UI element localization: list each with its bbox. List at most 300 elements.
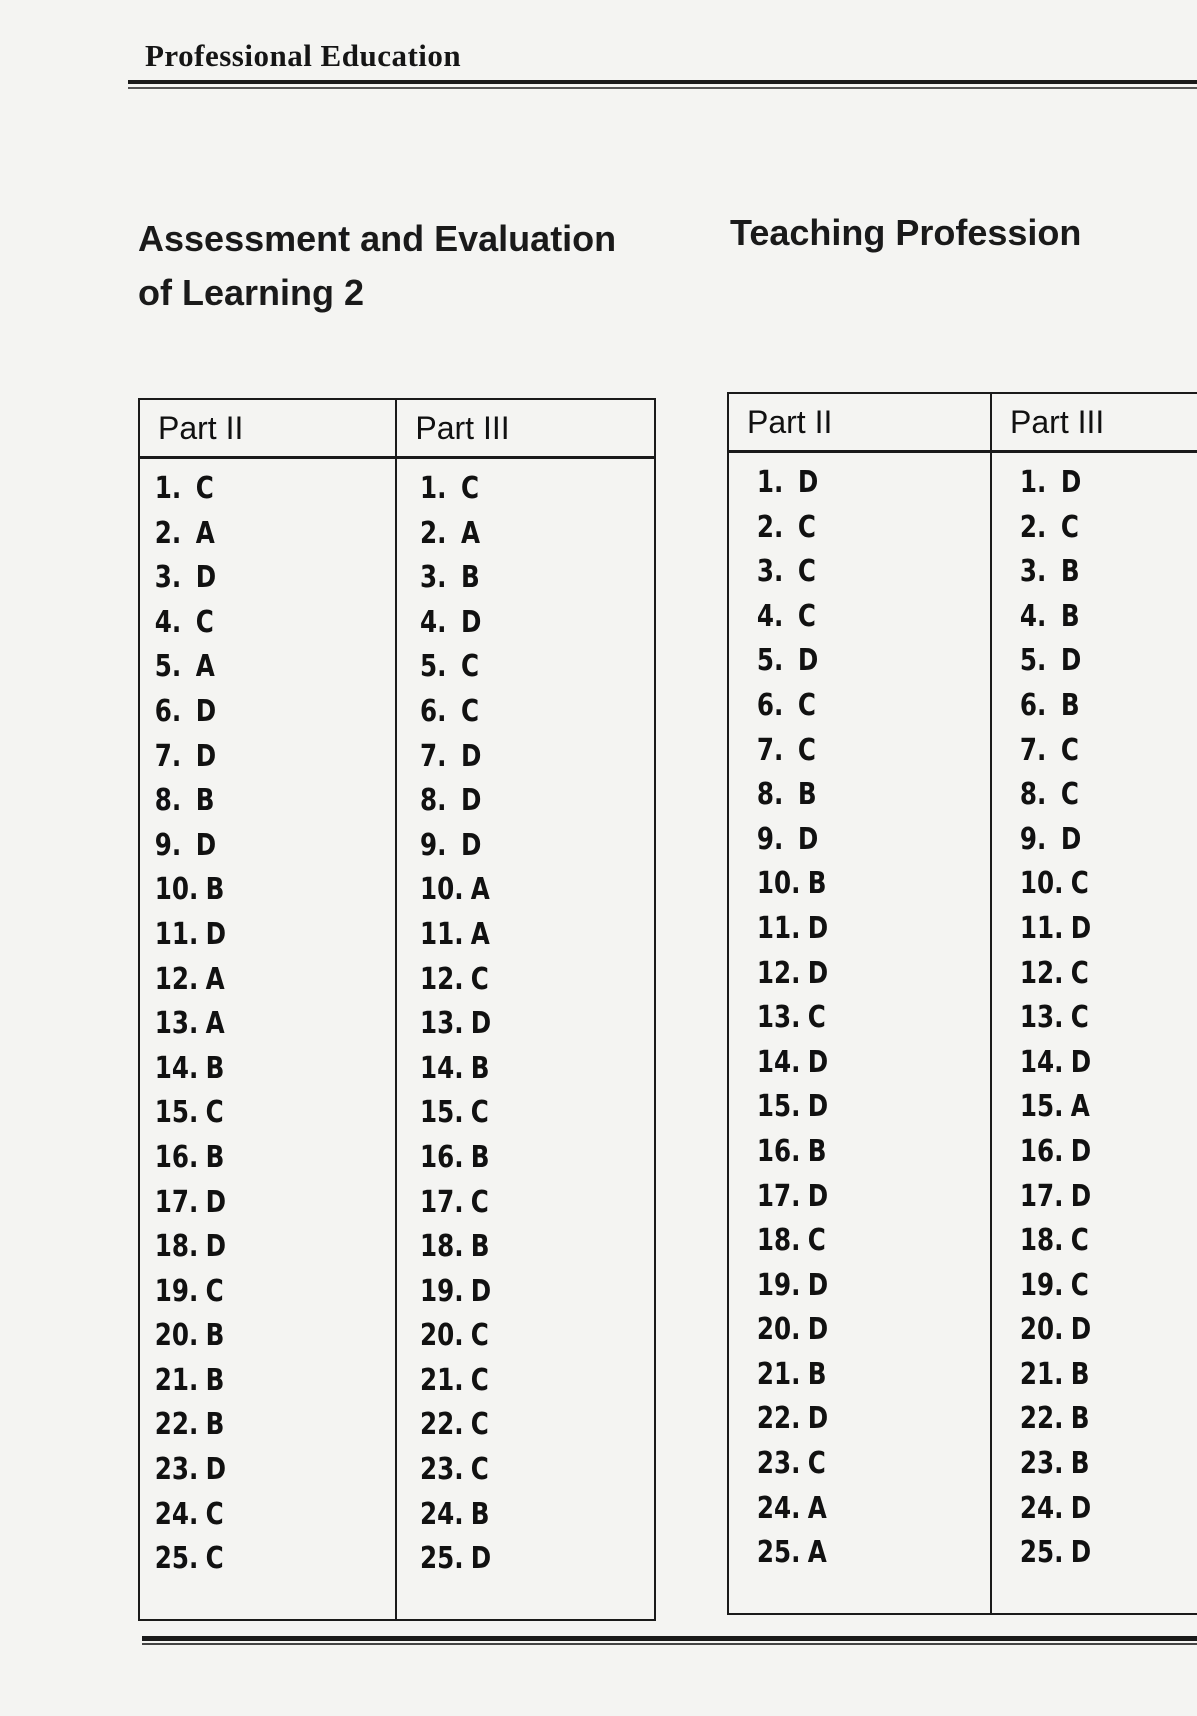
- question-number: 12.: [1019, 955, 1064, 991]
- answer-item: [992, 595, 1176, 640]
- column-header-part-ii: Part II: [728, 393, 991, 452]
- answer-item: [140, 645, 349, 690]
- question-number: 23.: [420, 1452, 464, 1488]
- question-number: 22.: [154, 1407, 199, 1443]
- answer-item: [140, 1225, 349, 1270]
- answer-letter: B: [1070, 1401, 1090, 1437]
- question-number: 7.: [756, 732, 784, 768]
- question-number: 7.: [420, 738, 447, 774]
- answer-letter: B: [797, 777, 817, 813]
- question-number: 8.: [756, 777, 784, 813]
- question-number: 17.: [154, 1184, 199, 1220]
- answer-letter: C: [1070, 1000, 1089, 1036]
- answer-item: [397, 1537, 607, 1582]
- answer-letter: C: [471, 1184, 490, 1220]
- question-number: 23.: [1019, 1446, 1064, 1482]
- answer-letter: D: [471, 1541, 492, 1577]
- answer-item: [729, 907, 943, 952]
- answer-letter: D: [1070, 1312, 1092, 1348]
- question-number: 13.: [420, 1006, 464, 1042]
- answer-item: [140, 467, 349, 512]
- answer-item: [992, 773, 1176, 818]
- answer-item: [397, 1181, 607, 1226]
- answer-item: [992, 1264, 1176, 1309]
- answer-letter: D: [461, 783, 482, 819]
- answer-letter: A: [461, 515, 481, 551]
- answer-item: [729, 1219, 943, 1264]
- answer-item: [729, 639, 943, 684]
- question-number: 5.: [756, 643, 784, 679]
- answer-letter: D: [1070, 1133, 1092, 1169]
- answer-item: [992, 1219, 1176, 1264]
- question-number: 5.: [420, 649, 447, 685]
- question-number: 21.: [154, 1362, 199, 1398]
- answer-letter: D: [195, 738, 217, 774]
- answer-item: [397, 1225, 607, 1270]
- answer-item: [140, 958, 349, 1003]
- answer-item: [140, 1047, 349, 1092]
- question-number: 17.: [1019, 1178, 1064, 1214]
- answer-letter: D: [195, 693, 217, 729]
- answer-letter: A: [471, 916, 491, 952]
- answer-letter: A: [807, 1535, 827, 1571]
- answer-item: [397, 1493, 607, 1538]
- answer-letter: B: [205, 1050, 225, 1086]
- answer-item: [992, 907, 1176, 952]
- question-number: 10.: [1019, 866, 1064, 902]
- question-number: 25.: [1019, 1535, 1064, 1571]
- answer-item: [992, 550, 1176, 595]
- question-number: 17.: [420, 1184, 464, 1220]
- answer-item: [140, 601, 349, 646]
- question-number: 11.: [154, 916, 199, 952]
- answer-letter: C: [471, 961, 490, 997]
- answer-letter: D: [797, 821, 819, 857]
- answer-letter: D: [807, 1401, 829, 1437]
- question-number: 9.: [420, 827, 447, 863]
- answer-letter: C: [461, 649, 480, 685]
- answer-letter: D: [1060, 821, 1082, 857]
- answer-letter: A: [205, 961, 225, 997]
- answer-letter: D: [807, 955, 829, 991]
- answer-letter: C: [797, 732, 816, 768]
- answer-letter: A: [471, 872, 491, 908]
- answer-letter: D: [471, 1273, 492, 1309]
- answer-item: [397, 556, 607, 601]
- question-number: 6.: [420, 693, 447, 729]
- answer-item: [140, 735, 349, 780]
- answer-item: [729, 550, 943, 595]
- answer-item: [397, 868, 607, 913]
- column-header-part-iii: Part III: [396, 399, 655, 458]
- answer-letter: D: [1060, 465, 1082, 500]
- answer-letter: D: [1070, 1535, 1092, 1571]
- answer-item: [729, 773, 943, 818]
- answer-item: [397, 645, 607, 690]
- answer-item: [397, 1314, 607, 1359]
- answer-item: [992, 1175, 1176, 1220]
- question-number: 20.: [1019, 1312, 1064, 1348]
- answer-letter: C: [797, 598, 816, 634]
- answer-column-part-iii: [991, 452, 1197, 1615]
- answer-letter: D: [807, 1267, 829, 1303]
- answer-item: [729, 461, 943, 506]
- answer-item: [729, 1353, 943, 1398]
- column-header-part-iii: Part III: [991, 393, 1197, 452]
- answer-item: [140, 1493, 349, 1538]
- answer-item: [729, 1442, 943, 1487]
- answer-item: [992, 1397, 1176, 1442]
- answer-item: [397, 467, 607, 512]
- question-number: 10.: [420, 872, 464, 908]
- answer-item: [992, 1085, 1176, 1130]
- question-number: 2.: [1019, 509, 1047, 545]
- answer-letter: B: [205, 1362, 225, 1398]
- answer-letter: B: [461, 560, 481, 596]
- answer-column-part-iii: [396, 458, 655, 1621]
- question-number: 24.: [420, 1496, 464, 1532]
- answer-letter: A: [195, 515, 215, 551]
- answer-letter: C: [797, 509, 816, 545]
- answer-letter: C: [807, 1000, 826, 1036]
- answer-item: [397, 1136, 607, 1181]
- answer-letter: C: [1060, 509, 1079, 545]
- question-number: 14.: [154, 1050, 199, 1086]
- question-number: 1.: [154, 471, 182, 506]
- question-number: 18.: [420, 1229, 464, 1265]
- question-number: 11.: [1019, 910, 1064, 946]
- answer-letter: B: [1060, 554, 1080, 590]
- question-number: 14.: [756, 1044, 801, 1080]
- answer-item: [992, 1041, 1176, 1086]
- question-number: 6.: [756, 687, 784, 723]
- question-number: 8.: [154, 783, 182, 819]
- answer-item: [140, 1181, 349, 1226]
- question-number: 23.: [756, 1446, 801, 1482]
- question-number: 22.: [1019, 1401, 1064, 1437]
- answer-letter: D: [807, 1089, 829, 1125]
- answer-item: [140, 1403, 349, 1448]
- answer-letter: C: [205, 1496, 224, 1532]
- answer-item: [729, 1085, 943, 1130]
- question-number: 11.: [420, 916, 464, 952]
- answer-letter: D: [807, 1044, 829, 1080]
- answer-letter: C: [1070, 955, 1089, 991]
- question-number: 18.: [756, 1223, 801, 1259]
- answer-letter: C: [461, 693, 480, 729]
- answer-item: [397, 512, 607, 557]
- answer-item: [140, 1359, 349, 1404]
- answer-item: [397, 1091, 607, 1136]
- answer-letter: B: [471, 1139, 490, 1175]
- answer-item: [397, 601, 607, 646]
- answer-item: [140, 824, 349, 869]
- answer-item: [992, 862, 1176, 907]
- answer-letter: C: [461, 471, 480, 506]
- answer-letter: B: [807, 1356, 827, 1392]
- answer-item: [992, 996, 1176, 1041]
- answer-item: [992, 1308, 1176, 1353]
- question-number: 2.: [154, 515, 182, 551]
- answer-column-part-ii: [139, 458, 396, 1621]
- question-number: 19.: [1019, 1267, 1064, 1303]
- answer-letter: B: [195, 783, 215, 819]
- answer-letter: B: [471, 1050, 490, 1086]
- answer-letter: D: [205, 1452, 227, 1488]
- answer-item: [992, 684, 1176, 729]
- question-number: 22.: [756, 1401, 801, 1437]
- answer-item: [140, 1314, 349, 1359]
- answer-letter: D: [807, 910, 829, 946]
- answer-letter: B: [205, 1407, 225, 1443]
- question-number: 9.: [1019, 821, 1047, 857]
- answer-item: [729, 684, 943, 729]
- answer-letter: D: [1070, 1178, 1092, 1214]
- question-number: 8.: [420, 783, 447, 819]
- answer-letter: C: [471, 1362, 490, 1398]
- answer-item: [992, 639, 1176, 684]
- answer-letter: C: [195, 604, 214, 640]
- answer-list: [992, 453, 1197, 1576]
- answer-item: [397, 779, 607, 824]
- answer-list: [397, 459, 654, 1582]
- question-number: 13.: [154, 1006, 199, 1042]
- answer-column-part-ii: [728, 452, 991, 1615]
- answer-letter: C: [195, 471, 214, 506]
- question-number: 1.: [756, 465, 784, 500]
- answer-letter: B: [205, 872, 225, 908]
- question-number: 18.: [1019, 1223, 1064, 1259]
- answer-item: [992, 1531, 1176, 1576]
- question-number: 1.: [420, 471, 447, 506]
- answer-item: [397, 1047, 607, 1092]
- question-number: 11.: [756, 910, 801, 946]
- question-number: 19.: [756, 1267, 801, 1303]
- answer-item: [140, 690, 349, 735]
- answer-item: [729, 818, 943, 863]
- question-number: 13.: [756, 1000, 801, 1036]
- question-number: 16.: [154, 1139, 199, 1175]
- answer-letter: D: [1070, 1044, 1092, 1080]
- question-number: 9.: [154, 827, 182, 863]
- answer-item: [729, 862, 943, 907]
- answer-letter: D: [461, 827, 482, 863]
- answer-letter: C: [471, 1407, 490, 1443]
- answer-letter: C: [1070, 1267, 1089, 1303]
- answer-item: [729, 506, 943, 551]
- question-number: 6.: [1019, 687, 1047, 723]
- answer-letter: C: [1070, 866, 1089, 902]
- question-number: 2.: [420, 515, 447, 551]
- question-number: 10.: [756, 866, 801, 902]
- question-number: 4.: [756, 598, 784, 634]
- section-title-assessment: [138, 212, 678, 320]
- question-number: 12.: [154, 961, 199, 997]
- question-number: 18.: [154, 1229, 199, 1265]
- answer-letter: B: [471, 1229, 490, 1265]
- answer-letter: B: [1070, 1356, 1090, 1392]
- answer-item: [140, 1537, 349, 1582]
- answer-letter: D: [797, 465, 819, 500]
- question-number: 25.: [420, 1541, 464, 1577]
- answer-item: [992, 1442, 1176, 1487]
- answer-item: [397, 824, 607, 869]
- answer-item: [397, 690, 607, 735]
- answer-letter: C: [807, 1446, 826, 1482]
- question-number: 15.: [154, 1095, 199, 1131]
- question-number: 1.: [1019, 465, 1047, 500]
- question-number: 24.: [1019, 1490, 1064, 1526]
- answer-letter: C: [797, 554, 816, 590]
- answer-letter: C: [1060, 732, 1079, 768]
- answer-letter: A: [205, 1006, 225, 1042]
- answer-letter: A: [807, 1490, 827, 1526]
- question-number: 5.: [154, 649, 182, 685]
- question-number: 23.: [154, 1452, 199, 1488]
- answer-letter: D: [471, 1006, 492, 1042]
- question-number: 25.: [154, 1541, 199, 1577]
- answer-letter: B: [1070, 1446, 1090, 1482]
- answer-item: [729, 1175, 943, 1220]
- answer-letter: B: [1060, 687, 1080, 723]
- answer-item: [140, 779, 349, 824]
- answer-item: [397, 1403, 607, 1448]
- question-number: 19.: [154, 1273, 199, 1309]
- question-number: 3.: [1019, 554, 1047, 590]
- answer-letter: D: [195, 827, 217, 863]
- answer-letter: D: [205, 1229, 227, 1265]
- question-number: 4.: [1019, 598, 1047, 634]
- answer-letter: B: [471, 1496, 490, 1532]
- answer-item: [397, 1359, 607, 1404]
- answer-item: [140, 556, 349, 601]
- answer-list: [729, 453, 990, 1576]
- question-number: 22.: [420, 1407, 464, 1443]
- section-title-teaching: [730, 206, 1190, 260]
- question-number: 8.: [1019, 777, 1047, 813]
- section-title-line-1: Assessment and Evaluation: [138, 218, 617, 259]
- answer-item: [140, 512, 349, 557]
- answer-item: [729, 1487, 943, 1532]
- question-number: 21.: [756, 1356, 801, 1392]
- answer-letter: B: [807, 1133, 827, 1169]
- answer-item: [729, 595, 943, 640]
- question-number: 4.: [420, 604, 447, 640]
- question-number: 12.: [756, 955, 801, 991]
- question-number: 21.: [420, 1362, 464, 1398]
- answer-item: [729, 952, 943, 997]
- answer-letter: B: [205, 1139, 225, 1175]
- question-number: 16.: [1019, 1133, 1064, 1169]
- question-number: 24.: [154, 1496, 199, 1532]
- answer-item: [729, 996, 943, 1041]
- section-title-line-1: Teaching Profession: [730, 212, 1082, 253]
- header-rule: [128, 80, 1197, 89]
- answer-item: [140, 1270, 349, 1315]
- question-number: 15.: [1019, 1089, 1064, 1125]
- answer-letter: B: [1060, 598, 1080, 634]
- footer-rule: [142, 1636, 1197, 1645]
- question-number: 4.: [154, 604, 182, 640]
- answer-letter: D: [807, 1178, 829, 1214]
- question-number: 20.: [420, 1318, 464, 1354]
- section-title-line-2: of Learning 2: [138, 272, 365, 313]
- answer-letter: A: [195, 649, 215, 685]
- answer-item: [729, 729, 943, 774]
- answer-item: [140, 913, 349, 958]
- answer-item: [140, 1448, 349, 1493]
- answer-item: [992, 1353, 1176, 1398]
- answer-letter: B: [807, 866, 827, 902]
- answer-item: [992, 461, 1176, 506]
- answer-item: [397, 1270, 607, 1315]
- answer-item: [140, 1002, 349, 1047]
- question-number: 2.: [756, 509, 784, 545]
- answer-list: [140, 459, 395, 1582]
- question-number: 16.: [756, 1133, 801, 1169]
- answer-key-table-teaching: [727, 392, 1197, 1615]
- answer-letter: C: [205, 1273, 224, 1309]
- question-number: 17.: [756, 1178, 801, 1214]
- answer-letter: C: [205, 1541, 224, 1577]
- answer-letter: C: [471, 1095, 490, 1131]
- column-header-part-ii: Part II: [139, 399, 396, 458]
- question-number: 3.: [756, 554, 784, 590]
- answer-letter: D: [797, 643, 819, 679]
- answer-letter: D: [205, 1184, 227, 1220]
- answer-letter: C: [205, 1095, 224, 1131]
- answer-item: [729, 1308, 943, 1353]
- answer-item: [992, 1130, 1176, 1175]
- answer-letter: D: [1070, 910, 1092, 946]
- running-head: Professional Education: [145, 38, 462, 73]
- answer-letter: D: [1060, 643, 1082, 679]
- answer-item: [140, 1136, 349, 1181]
- question-number: 7.: [154, 738, 182, 774]
- question-number: 3.: [154, 560, 182, 596]
- answer-letter: D: [1070, 1490, 1092, 1526]
- answer-letter: B: [205, 1318, 225, 1354]
- answer-item: [729, 1041, 943, 1086]
- question-number: 14.: [1019, 1044, 1064, 1080]
- answer-key-table-assessment: [138, 398, 656, 1621]
- question-number: 16.: [420, 1139, 464, 1175]
- answer-item: [729, 1130, 943, 1175]
- answer-item: [992, 952, 1176, 997]
- answer-item: [397, 1448, 607, 1493]
- question-number: 19.: [420, 1273, 464, 1309]
- question-number: 7.: [1019, 732, 1047, 768]
- answer-item: [992, 729, 1176, 774]
- question-number: 24.: [756, 1490, 801, 1526]
- question-number: 20.: [154, 1318, 199, 1354]
- answer-letter: D: [461, 738, 482, 774]
- answer-item: [397, 735, 607, 780]
- answer-letter: C: [797, 687, 816, 723]
- question-number: 25.: [756, 1535, 801, 1571]
- question-number: 10.: [154, 872, 199, 908]
- answer-letter: D: [205, 916, 227, 952]
- answer-item: [140, 1091, 349, 1136]
- answer-item: [729, 1264, 943, 1309]
- answer-item: [729, 1397, 943, 1442]
- answer-letter: D: [807, 1312, 829, 1348]
- answer-letter: C: [1070, 1223, 1089, 1259]
- question-number: 14.: [420, 1050, 464, 1086]
- answer-letter: C: [1060, 777, 1079, 813]
- question-number: 13.: [1019, 1000, 1064, 1036]
- answer-item: [992, 818, 1176, 863]
